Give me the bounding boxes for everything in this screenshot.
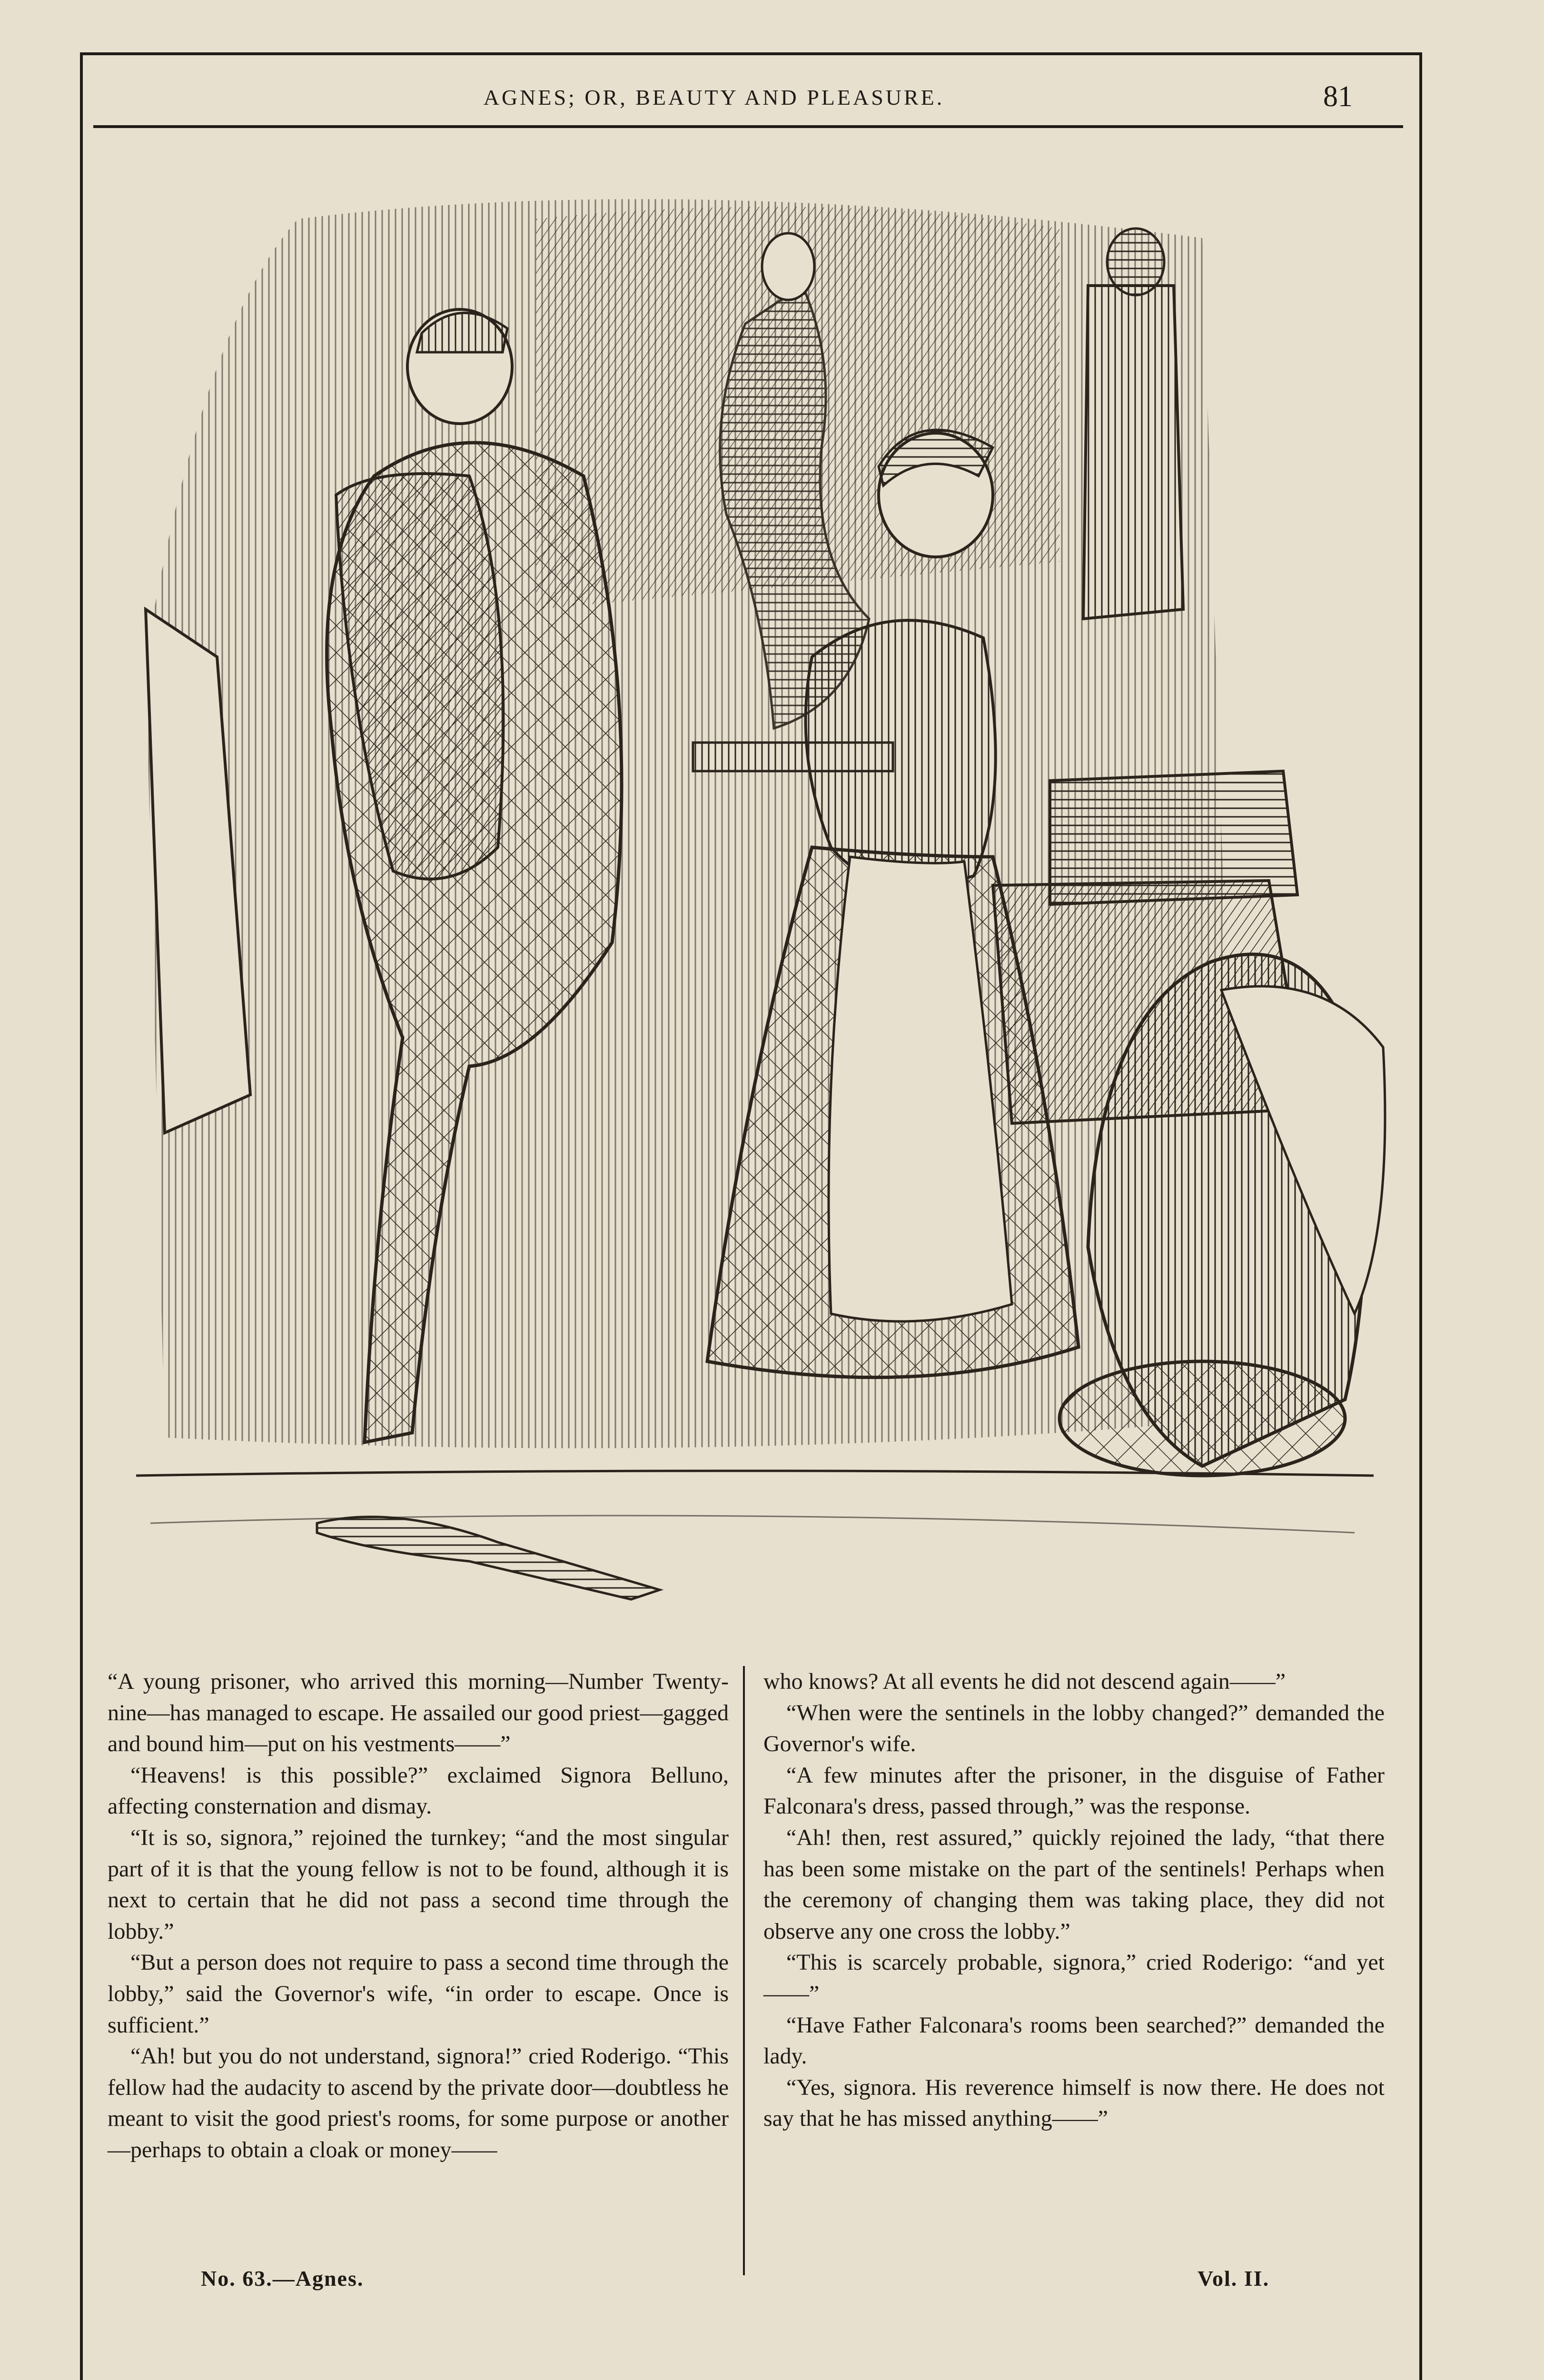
paragraph: “A young prisoner, who arrived this morning—Number Twenty-nine—has managed to escape. He assailed our good priest—gagged and bound him—put on his vestments——” [108, 1669, 729, 1757]
article-text [108, 1666, 1393, 2291]
paragraph: “Have Father Falconara's rooms been searched?” demanded the lady. [763, 2012, 1385, 2069]
left-text-column [108, 1666, 729, 2166]
column-divider [743, 1666, 745, 2275]
right-text-column [763, 1666, 1385, 2134]
paragraph: “It is so, signora,” rejoined the turnkey; “and the most singular part of it is that the young fellow is not to be found, although it is next to certain that he did not pass a second time through the lobby.” [108, 1825, 729, 1944]
issue-number-label: No. 63.—Agnes. [201, 2266, 364, 2291]
paragraph: “Ah! then, rest assured,” quickly rejoined the lady, “that there has been some mistake on the part of the sentinels! Perhaps when the ceremony of changing them was taking place, they did not observe any one cross the lobby.” [763, 1825, 1385, 1944]
paragraph: “When were the sentinels in the lobby changed?” demanded the Governor's wife. [763, 1700, 1385, 1757]
engraving-illustration [108, 181, 1393, 1609]
running-title: AGNES; OR, BEAUTY AND PLEASURE. [483, 85, 945, 109]
paragraph: “But a person does not require to pass a second time through the lobby,” said the Governor's wife, “in order to escape. Once is sufficient.” [108, 1950, 729, 2038]
header-rule [93, 125, 1403, 128]
paragraph: “Ah! but you do not understand, signora!” cried Roderigo. “This fellow had the audacity to ascend by the private door—doubtless he meant to visit the good priest's rooms, for some purpose or another—perhaps to obtain a cloak or money—— [108, 2043, 729, 2162]
paragraph: “Heavens! is this possible?” exclaimed Signora Belluno, affecting consternation and dismay. [108, 1762, 729, 1819]
volume-label: Vol. II. [1198, 2266, 1270, 2291]
paragraph: “A few minutes after the prisoner, in the disguise of Father Falconara's dress, passed through,” was the response. [763, 1762, 1385, 1819]
paragraph: “Yes, signora. His reverence himself is now there. He does not say that he has missed anything——” [763, 2074, 1385, 2132]
paragraph: who knows? At all events he did not descend again——” [763, 1669, 1286, 1694]
paragraph: “This is scarcely probable, signora,” cried Roderigo: “and yet——” [763, 1950, 1385, 2006]
page-number: 81 [1323, 80, 1353, 113]
